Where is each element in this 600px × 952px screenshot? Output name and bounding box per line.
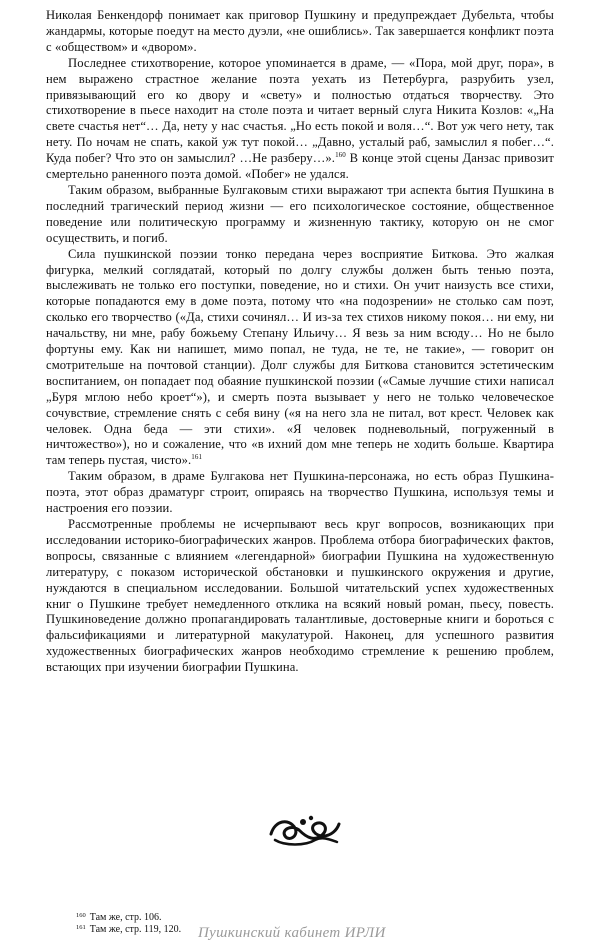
- ornament-vignette-icon: [265, 812, 345, 850]
- paragraph-text: Сила пушкинской поэзии тонко передана через восприятие Биткова. Это жалкая фигурка, мелкий соглядатай, который по долгу службы должен быть тенью поэта, выслеживать не только его поступки, поведение, но и стихи. Он учит наизусть все стихи, которые попадаются ему в доме поэта, потому что «на подозрении» не столько сам поэт, сколько его творчество («Да, стихи сочинял… И из-за тех стихов никому покоя… ни ему, ни начальству, ни мне, рабу божьему Степану Ильичу… Я везь за ним всюду… Но не было фортуны ему. Как ни напишет, мимо попал, не туда, не те, не такие», — говорит он смотрительше на почтовой станции). Долг службы для Биткова становится эстетическим воспитанием, он попадает под обаяние пушкинской поэзии («Самые лучшие стихи написал „Буря мглою небо кроет“»), и смерть поэта вызывает у него не только человеческое сочувствие, стремление снять с себя вину («я на него зла не питал, вот крест. Человек как человек. Одна беда — эти стихи». «Я человек подневольный, погруженный в ничтожество»), но и сожаление, что «в ихний дом мне теперь не ходить больше. Квартира там теперь пустая, чисто».: [46, 246, 554, 468]
- footnotes: [76, 912, 181, 936]
- footnote-number: 160: [76, 912, 86, 919]
- footnote: [76, 912, 181, 924]
- paragraph: [46, 517, 554, 676]
- paragraph: [46, 56, 554, 183]
- footnote-ref[interactable]: 160: [335, 150, 346, 159]
- paragraph-text: В конце этой сцены Данзас привозит смертельно раненного поэта домой. «Побег» не удался.: [46, 151, 554, 182]
- footnote-number: 161: [76, 924, 86, 931]
- paragraph: [46, 469, 554, 517]
- paragraph-text: Таким образом, выбранные Булгаковым стихи выражают три аспекта бытия Пушкина в последний трагический период жизни — его психологическое состояние, общественное поведение или политическую программу и жизненную тактику, которую он не смог осуществить, и погиб.: [46, 182, 554, 245]
- paragraph-text: Николая Бенкендорф понимает как приговор Пушкину и предупреждает Дубельта, чтобы жандармы, которые поедут на место дуэли, «не ошиблись». Так завершается конфликт поэта с «обществом» и «двором».: [46, 8, 554, 54]
- watermark: Пушкинский кабинет ИРЛИ: [198, 925, 386, 941]
- footnote-ref[interactable]: 161: [191, 453, 203, 462]
- paragraph-text: Рассмотренные проблемы не исчерпывают весь круг вопросов, возникающих при исследовании историко-биографических жанров. Проблема отбора биографических фактов, вопросы, связанные с влиянием «легендарной» биографии Пушкина на художественную литературу, с показом исторической обстановки и пушкинского окружения и другие, нуждаются в специальном исследовании. Большой читательский успех художественных книг о Пушкине требует немедленного отклика на всякий новый роман, пьесу, повесть. Пушкиноведение должно пропагандировать талантливые, достоверные книги и бороться с фальсификациями и литературной макулатурой. Наконец, для успешного развития художественных биографических жанров необходимо стремление к решению проблем, встающих при изучении биографии Пушкина.: [46, 517, 554, 675]
- footnote: [76, 924, 181, 936]
- paragraph: [46, 8, 554, 56]
- paragraph-text: Последнее стихотворение, которое упоминается в драме, — «Пора, мой друг, пора», в нем выражено страстное желание поэта уехать из Петербурга, разрубить узел, привязывающий его ко двору и «свету» и полностью отдаться творчеству. Это стихотворение в пьесе находит на столе поэта и читает верный слуга Никита Козлов: «„На свете счастья нет“… Да, нету у нас счастья. „Но есть покой и воля…“. Вот уж чего нету, так нету. По ночам не спать, какой уж тут покой… „Давно, усталый раб, замыслил я побег…“. Куда побег? Что это он замыслил? …Не разберу…».: [46, 55, 554, 166]
- paragraph: [46, 247, 554, 470]
- footnote-text: Там же, стр. 119, 120.: [89, 924, 182, 935]
- body-text: [46, 8, 554, 676]
- paragraph-text: Таким образом, в драме Булгакова нет Пушкина-персонажа, но есть образ Пушкина-поэта, этот образ драматург строит, опираясь на творчество Пушкина, используя темы и настроения его поэзии.: [46, 469, 554, 516]
- paragraph: [46, 183, 554, 247]
- footnote-text: Там же, стр. 106.: [89, 912, 162, 923]
